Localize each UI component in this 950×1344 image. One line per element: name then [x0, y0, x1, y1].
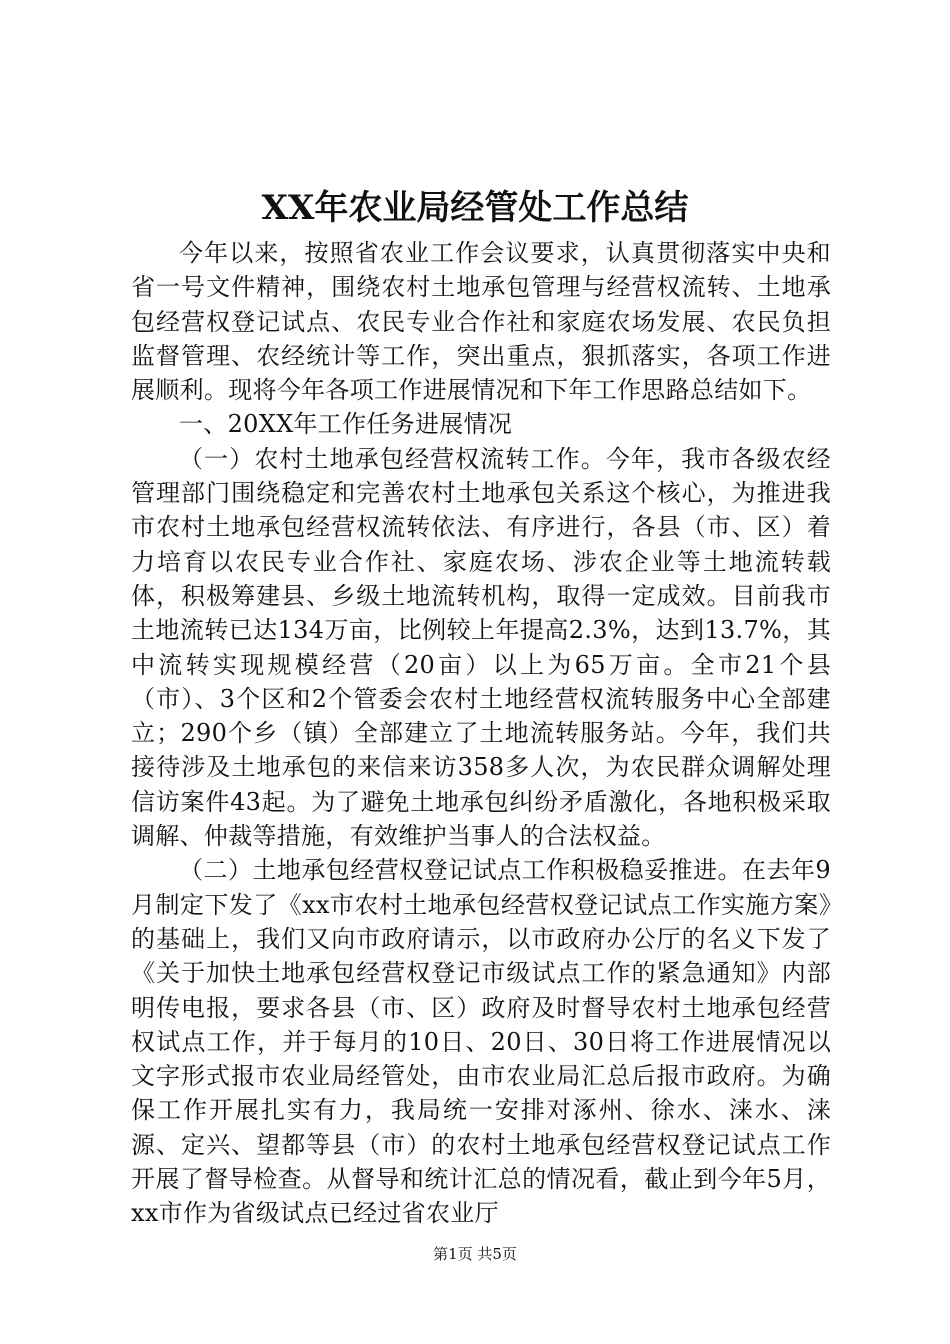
page-title: XX年农业局经管处工作总结 [261, 188, 689, 228]
page-number-footer: 第1页 共5页 [433, 1245, 517, 1263]
paragraph-intro: 今年以来，按照省农业工作会议要求，认真贯彻落实中央和省一号文件精神，围绕农村土地承包管理与经营权流转、土地承包经营权登记试点、农民专业合作社和家庭农场发展、农民负担监督管理、农经统计等工作，突出重点，狠抓落实，各项工作进展顺利。现将今年各项工作进展情况和下年工作思路总结如下。 [131, 239, 831, 405]
paragraph-land-transfer: （一）农村土地承包经营权流转工作。今年，我市各级农经管理部门围绕稳定和完善农村土地承包关系这个核心，为推进我市农村土地承包经营权流转依法、有序进行，各县（市、区）着力培育以农民专业合作社、家庭农场、涉农企业等土地流转载体，积极筹建县、乡级土地流转机构，取得一定成效。目前我市土地流转已达134万亩，比例较上年提高2.3%，达到13.7%，其中流转实现规模经营（20亩）以上为65万亩。全市21个县（市）、3个区和2个管委会农村土地经营权流转服务中心全部建立；290个乡（镇）全部建立了土地流转服务站。今年，我们共接待涉及土地承包的来信来访358多人次，为农民群众调解处理信访案件43起。为了避免土地承包纠纷矛盾激化，各地积极采取调解、仲裁等措施，有效维护当事人的合法权益。 [131, 444, 831, 851]
document-body [131, 236, 831, 1231]
section-heading: 一、20XX年工作任务进展情况 [179, 410, 513, 439]
paragraph-registration-pilot: （二）土地承包经营权登记试点工作积极稳妥推进。在去年9月制定下发了《xx市农村土地承包经营权登记试点工作实施方案》的基础上，我们又向市政府请示，以市政府办公厅的名义下发了《关于加快土地承包经营权登记市级试点工作的紧急通知》内部明传电报，要求各县（市、区）政府及时督导农村土地承包经营权试点工作，并于每月的10日、20日、30日将工作进展情况以文字形式报市农业局经管处，由市农业局汇总后报市政府。为确保工作开展扎实有力，我局统一安排对涿州、徐水、涞水、涞源、定兴、望都等县（市）的农村土地承包经营权登记试点工作开展了督导检查。从督导和统计汇总的情况看，截止到今年5月，xx市作为省级试点已经过省农业厅 [131, 856, 831, 1228]
